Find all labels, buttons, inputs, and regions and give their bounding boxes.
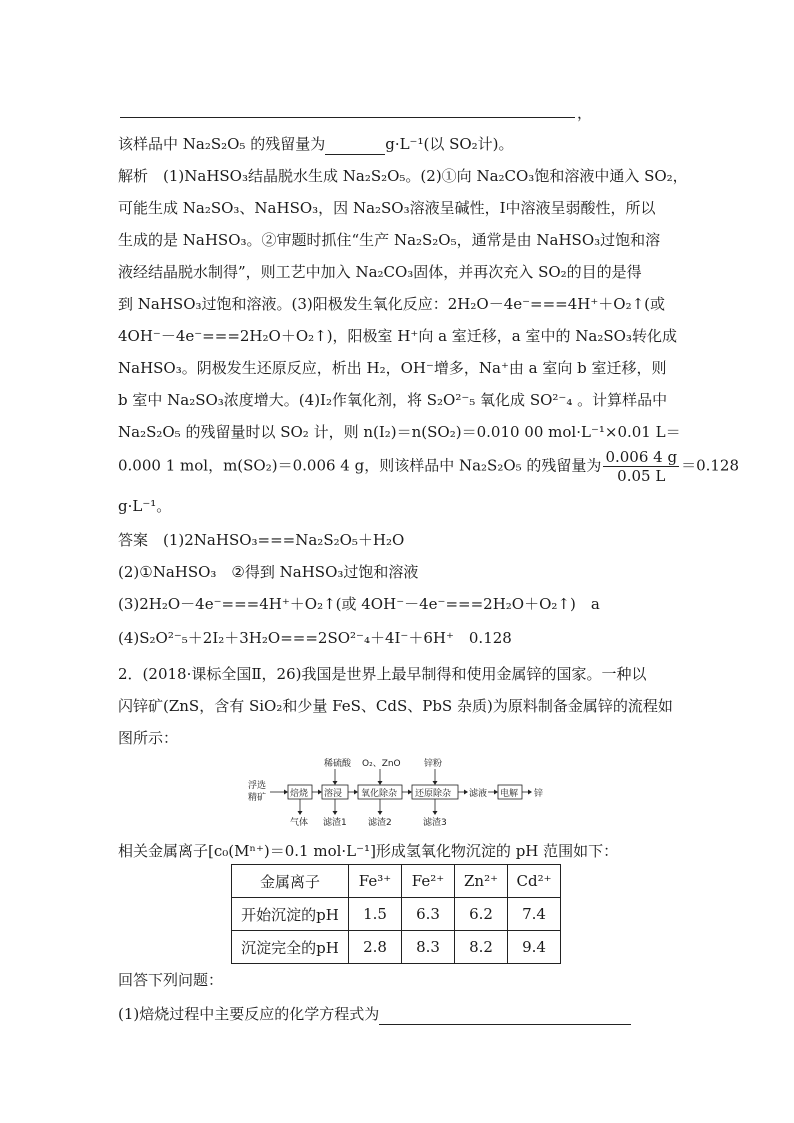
- table-cell: 开始沉淀的pH: [232, 898, 349, 931]
- input-o2-zno: O₂、ZnO: [362, 759, 401, 769]
- table-cell: 8.3: [402, 931, 455, 964]
- analysis-line-10: 0.000 1 mol，m(SO₂)＝0.006 4 g，则该样品中 Na₂S₂O₅ 的残留量为 $\frac{0.006 4 g}{0.05 L}$ ＝0.128: [118, 448, 740, 485]
- table-header-cell: 金属离子: [232, 865, 349, 898]
- answer-blank-line: [120, 117, 575, 118]
- table-header-row: [232, 865, 561, 898]
- table-row: [232, 931, 561, 964]
- step-roast: 焙烧: [290, 789, 309, 799]
- output-residue-2: 滤渣2: [368, 818, 392, 828]
- answer-line-3: (3)2H₂O－4e⁻===4H⁺＋O₂↑(或 4OH⁻－4e⁻===2H₂O＋O₂↑) a: [118, 595, 600, 613]
- analysis-line-5: 到 NaHSO₃过饱和溶液。(3)阳极发生氧化反应：2H₂O－4e⁻===4H⁺＋O₂↑(或: [118, 295, 666, 313]
- table-cell: 6.2: [455, 898, 508, 931]
- step-zinc: 锌: [534, 789, 544, 799]
- answer-line-4: (4)S₂O²⁻₅＋2I₂＋3H₂O===2SO²⁻₄＋4I⁻＋6H⁺ 0.128: [118, 629, 512, 647]
- analysis-line-4: 液经结晶脱水制得”，则工艺中加入 Na₂CO₃固体，并再次充入 SO₂的目的是得: [118, 263, 642, 281]
- question-2-line-3: 图所示：: [118, 729, 179, 747]
- analysis-line-6: 4OH⁻－4e⁻===2H₂O＋O₂↑)，阳极室 H⁺向 a 室迁移，a 室中的 Na₂SO₃转化成: [118, 327, 677, 345]
- table-header-cell: Zn²⁺: [455, 865, 508, 898]
- residual-question-line: 该样品中 Na₂S₂O₅ 的残留量为 g·L⁻¹(以 SO₂计)。: [118, 135, 514, 153]
- answer-line-1: 答案 (1)2NaHSO₃===Na₂S₂O₅＋H₂O: [118, 531, 405, 549]
- answer-prompt-line: 回答下列问题：: [118, 971, 224, 989]
- process-flowchart: [248, 756, 548, 828]
- step-electrolysis: 电解: [500, 789, 519, 799]
- step-reduce: 还原除杂: [415, 789, 452, 799]
- question-2-line-2: 闪锌矿(ZnS，含有 SiO₂和少量 FeS、CdS、PbS 杂质)为原料制备金属锌的流程如: [118, 697, 673, 715]
- analysis-line-2: 可能生成 Na₂SO₃、NaHSO₃，因 Na₂SO₃溶液呈碱性，Ⅰ中溶液呈弱酸性，所以: [118, 199, 656, 217]
- trailing-comma: ，: [577, 104, 593, 122]
- output-residue-1: 滤渣1: [323, 818, 347, 828]
- table-row: [232, 898, 561, 931]
- table-header-cell: Cd²⁺: [508, 865, 561, 898]
- output-gas: 气体: [290, 818, 309, 828]
- step-filtrate: 滤液: [469, 789, 488, 799]
- table-intro-line: 相关金属离子[c₀(Mⁿ⁺)＝0.1 mol·L⁻¹]形成氢氧化物沉淀的 pH 范围如下：: [118, 842, 619, 860]
- fill-blank: [379, 1004, 631, 1025]
- fraction: $\frac{0.006 4 g}{0.05 L}$: [605, 448, 678, 485]
- step-leach: 溶浸: [324, 789, 343, 799]
- table-cell: 9.4: [508, 931, 561, 964]
- fill-blank: [325, 134, 385, 155]
- table-cell: 7.4: [508, 898, 561, 931]
- table-cell: 8.2: [455, 931, 508, 964]
- analysis-line-7: NaHSO₃。阴极发生还原反应，析出 H₂，OH⁻增多，Na⁺由 a 室向 b 室迁移，则: [118, 359, 667, 377]
- analysis-line-9: Na₂S₂O₅ 的残留量时以 SO₂ 计，则 n(I₂)＝n(SO₂)＝0.010 00 mol·L⁻¹×0.01 L＝: [118, 423, 681, 441]
- start-label-2: 精矿: [248, 793, 267, 803]
- table-header-cell: Fe³⁺: [349, 865, 402, 898]
- question-2-line-1: 2．(2018·课标全国Ⅱ，26)我国是世界上最早制得和使用金属锌的国家。一种以: [118, 665, 647, 683]
- table-header-cell: Fe²⁺: [402, 865, 455, 898]
- sub-question-1: (1)焙烧过程中主要反应的化学方程式为: [118, 1004, 631, 1025]
- answer-line-2: (2)①NaHSO₃ ②得到 NaHSO₃过饱和溶液: [118, 563, 419, 581]
- analysis-line-11: g·L⁻¹。: [118, 497, 172, 515]
- ph-range-table: [231, 864, 561, 964]
- output-residue-3: 滤渣3: [423, 818, 447, 828]
- table-cell: 2.8: [349, 931, 402, 964]
- table-cell: 6.3: [402, 898, 455, 931]
- analysis-line-8: b 室中 Na₂SO₃浓度增大。(4)I₂作氧化剂，将 S₂O²⁻₅ 氧化成 SO²⁻₄ 。计算样品中: [118, 391, 668, 409]
- start-label-1: 浮选: [248, 781, 267, 791]
- step-oxidize: 氧化除杂: [361, 789, 398, 799]
- input-zinc-powder: 锌粉: [424, 759, 443, 769]
- table-cell: 1.5: [349, 898, 402, 931]
- table-cell: 沉淀完全的pH: [232, 931, 349, 964]
- input-sulfuric-acid: 稀硫酸: [324, 759, 352, 769]
- analysis-line-1: 解析 (1)NaHSO₃结晶脱水生成 Na₂S₂O₅。(2)①向 Na₂CO₃饱和溶液中通入 SO₂，: [118, 167, 688, 185]
- analysis-line-3: 生成的是 NaHSO₃。②审题时抓住“生产 Na₂S₂O₅，通常是由 NaHSO₃过饱和溶: [118, 231, 661, 249]
